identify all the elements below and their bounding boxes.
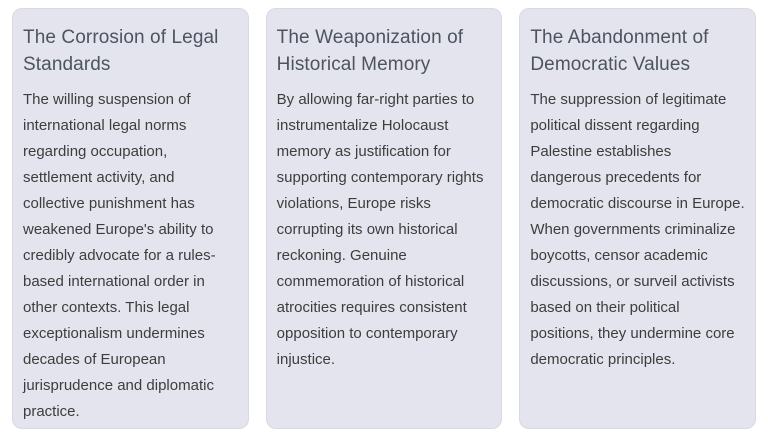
card-weaponization-of-historical-memory xyxy=(266,8,503,429)
card-title: The Abandonment of Democratic Values xyxy=(530,27,709,75)
card-title: The Corrosion of Legal Standards xyxy=(23,27,219,75)
card-body-text: The willing suspension of international legal norms regarding occupation, settlement activity, and collective punishment has weakened Europe's ability to credibly advocate for a rules-based international order in other contexts. This legal exceptionalism undermines decades of European jurisprudence and diplomatic practice. xyxy=(23,91,216,420)
card-abandonment-of-democratic-values xyxy=(519,8,756,429)
card-body-text: By allowing far-right parties to instrumentalize Holocaust memory as justification for supporting contemporary rights violations, Europe risks corrupting its own historical reckoning. Genuine commemoration of historical atrocities requires consistent opposition to contemporary injustice. xyxy=(276,91,484,368)
card-title: The Weaponization of Historical Memory xyxy=(276,27,464,75)
card-body-text: The suppression of legitimate political dissent regarding Palestine establishes dangerous precedents for democratic discourse in Europe. When governments criminalize boycotts, censor academic discussions, or surveil activists based on their political positions, they undermine core democratic principles. xyxy=(530,91,745,368)
card-corrosion-of-legal-standards xyxy=(12,8,249,429)
